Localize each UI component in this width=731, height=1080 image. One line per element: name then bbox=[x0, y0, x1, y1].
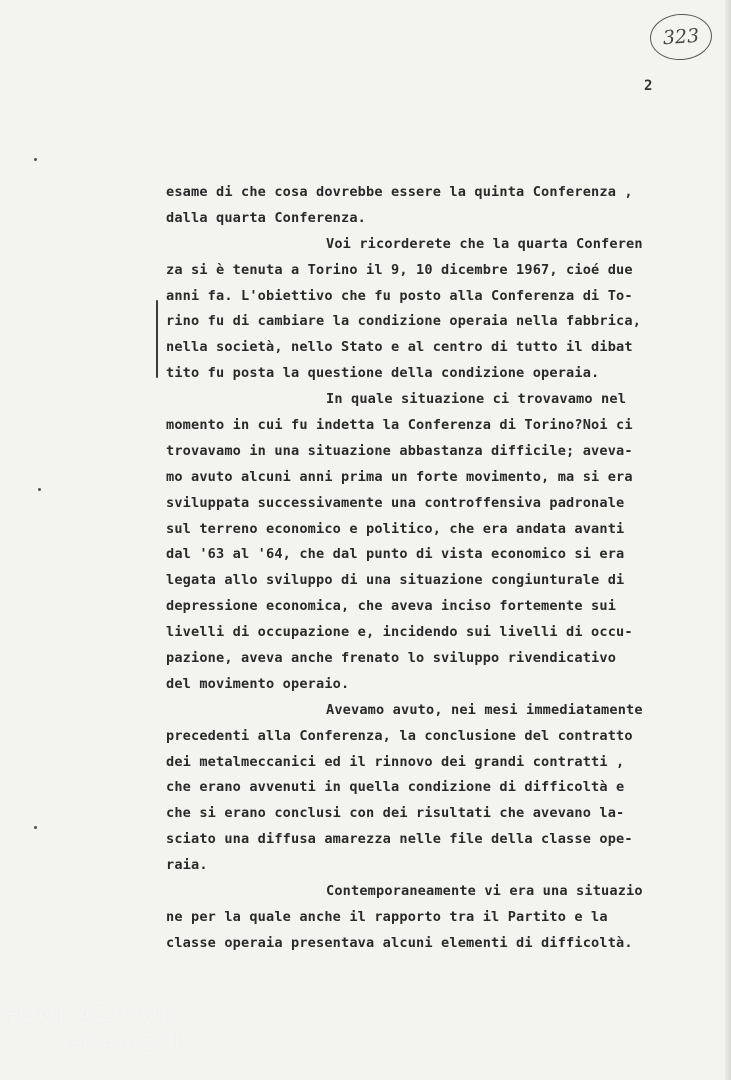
text-line: sviluppata successivamente una controffensiva padronale bbox=[166, 494, 625, 511]
text-line: livelli di occupazione e, incidendo sui livelli di occu- bbox=[166, 624, 633, 641]
text-line: sul terreno economico e politico, che era andata avanti bbox=[166, 520, 625, 537]
page-edge bbox=[725, 0, 731, 1080]
text-line: dalla quarta Conferenza. bbox=[166, 209, 367, 226]
text-line: classe operaia presentava alcuni elementi di difficoltà. bbox=[166, 934, 633, 951]
text-line: nella società, nello Stato e al centro di tutto il dibat bbox=[166, 339, 633, 356]
text-line: sciato una diffusa amarezza nelle file della classe ope- bbox=[166, 831, 633, 848]
text-line: legata allo sviluppo di una situazione congiunturale di bbox=[166, 572, 625, 589]
text-line: depressione economica, che aveva inciso fortemente sui bbox=[166, 598, 617, 615]
text-line: anni fa. L'obiettivo che fu posto alla Conferenza di To- bbox=[166, 287, 633, 304]
margin-speck bbox=[34, 826, 37, 829]
text-line: del movimento operaio. bbox=[166, 675, 350, 692]
text-line: raia. bbox=[166, 857, 208, 874]
text-line: za si è tenuta a Torino il 9, 10 dicembre 1967, cioé due bbox=[166, 261, 633, 278]
margin-speck bbox=[38, 488, 41, 491]
archive-number-stamp bbox=[648, 12, 713, 62]
watermark-line-1: FONDAZIONE bbox=[2, 1003, 176, 1028]
text-line: Avevamo avuto, nei mesi immediatamente bbox=[326, 701, 643, 718]
foundation-watermark-logo bbox=[2, 1002, 192, 1058]
text-line: pazione, aveva anche frenato lo sviluppo rivendicativo bbox=[166, 650, 617, 667]
text-line: rino fu di cambiare la condizione operaia nella fabbrica, bbox=[166, 313, 642, 330]
text-line: Voi ricorderete che la quarta Conferen bbox=[326, 235, 643, 252]
margin-speck bbox=[34, 158, 37, 161]
watermark-line-2: GRAMSCI bbox=[62, 1031, 184, 1056]
text-line: trovavamo in una situazione abbastanza difficile; aveva- bbox=[166, 442, 633, 459]
archive-number: 323 bbox=[662, 24, 700, 50]
text-line: dal '63 al '64, che dal punto di vista economico si era bbox=[166, 546, 625, 563]
text-line: che erano avvenuti in quella condizione di difficoltà e bbox=[166, 779, 625, 796]
margin-bracket-mark bbox=[156, 300, 158, 378]
text-line: ne per la quale anche il rapporto tra il Partito e la bbox=[166, 908, 608, 925]
text-line: In quale situazione ci trovavamo nel bbox=[326, 391, 627, 408]
text-line: che si erano conclusi con dei risultati che avevano la- bbox=[166, 805, 625, 822]
text-line: tito fu posta la questione della condizione operaia. bbox=[166, 365, 600, 382]
text-line: dei metalmeccanici ed il rinnovo dei grandi contratti , bbox=[166, 753, 625, 770]
text-line: Contemporaneamente vi era una situazio bbox=[326, 883, 643, 900]
page-number: 2 bbox=[644, 78, 653, 94]
text-line: momento in cui fu indetta la Conferenza di Torino?Noi ci bbox=[166, 417, 633, 434]
text-line: mo avuto alcuni anni prima un forte movimento, ma si era bbox=[166, 468, 633, 485]
text-line: esame di che cosa dovrebbe essere la quinta Conferenza , bbox=[166, 184, 633, 200]
typed-document-body bbox=[166, 180, 686, 957]
text-line: precedenti alla Conferenza, la conclusione del contratto bbox=[166, 727, 633, 744]
